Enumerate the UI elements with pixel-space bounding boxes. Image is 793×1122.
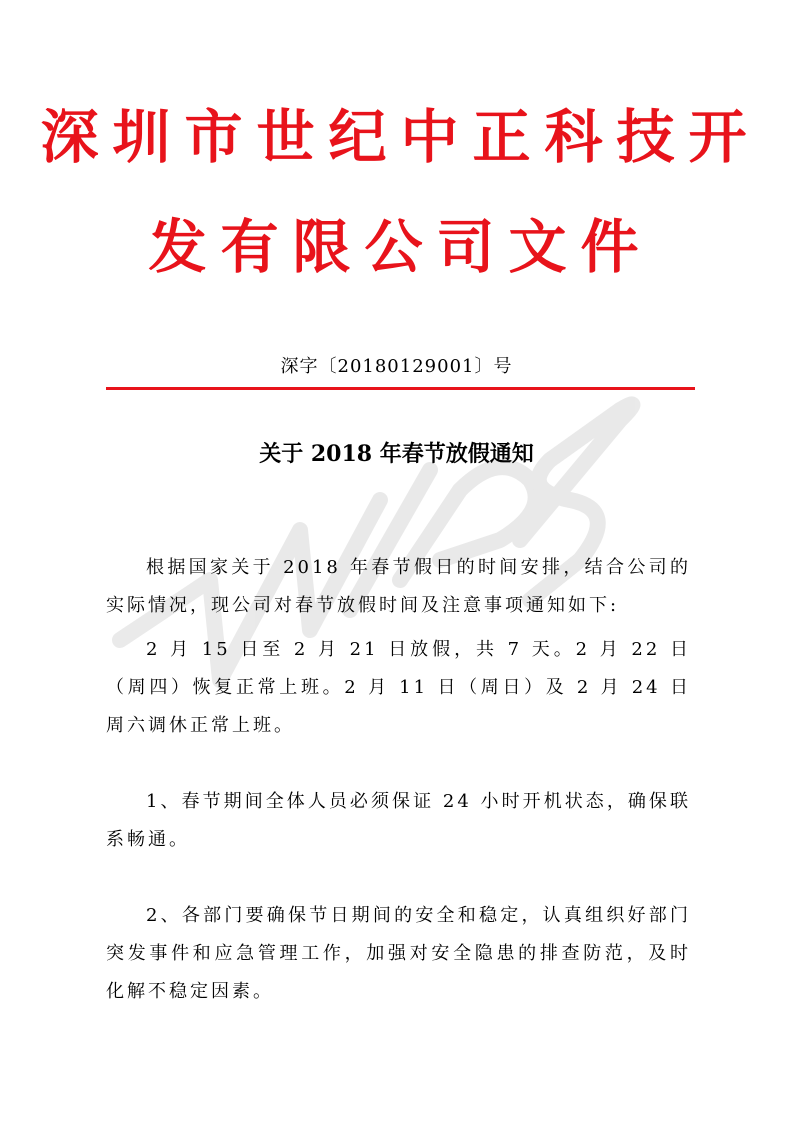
- letterhead-line-1: 深圳市世纪中正科技开: [40, 103, 761, 171]
- letterhead-line-2: 发有限公司文件: [148, 213, 653, 281]
- holiday-dates-paragraph: 2 月 15 日至 2 月 21 日放假，共 7 天。2 月 22 日（周四）恢复正常上班。2 月 11 日（周日）及 2 月 24 日周六调休正常上班。: [106, 639, 691, 736]
- notice-item-1: 1、春节期间全体人员必须保证 24 小时开机状态，确保联系畅通。: [106, 791, 691, 850]
- intro-paragraph: 根据国家关于 2018 年春节假日的时间安排，结合公司的实际情况，现公司对春节放假时间及注意事项通知如下:: [106, 557, 691, 616]
- document-number: 深字〔20180129001〕号: [280, 356, 513, 377]
- notice-title: 关于 2018 年春节放假通知: [259, 441, 534, 467]
- notice-item-2: 2、各部门要确保节日期间的安全和稳定，认真组织好部门突发事件和应急管理工作，加强对安全隐患的排查防范，及时化解不稳定因素。: [106, 905, 691, 1002]
- red-divider: [106, 387, 695, 390]
